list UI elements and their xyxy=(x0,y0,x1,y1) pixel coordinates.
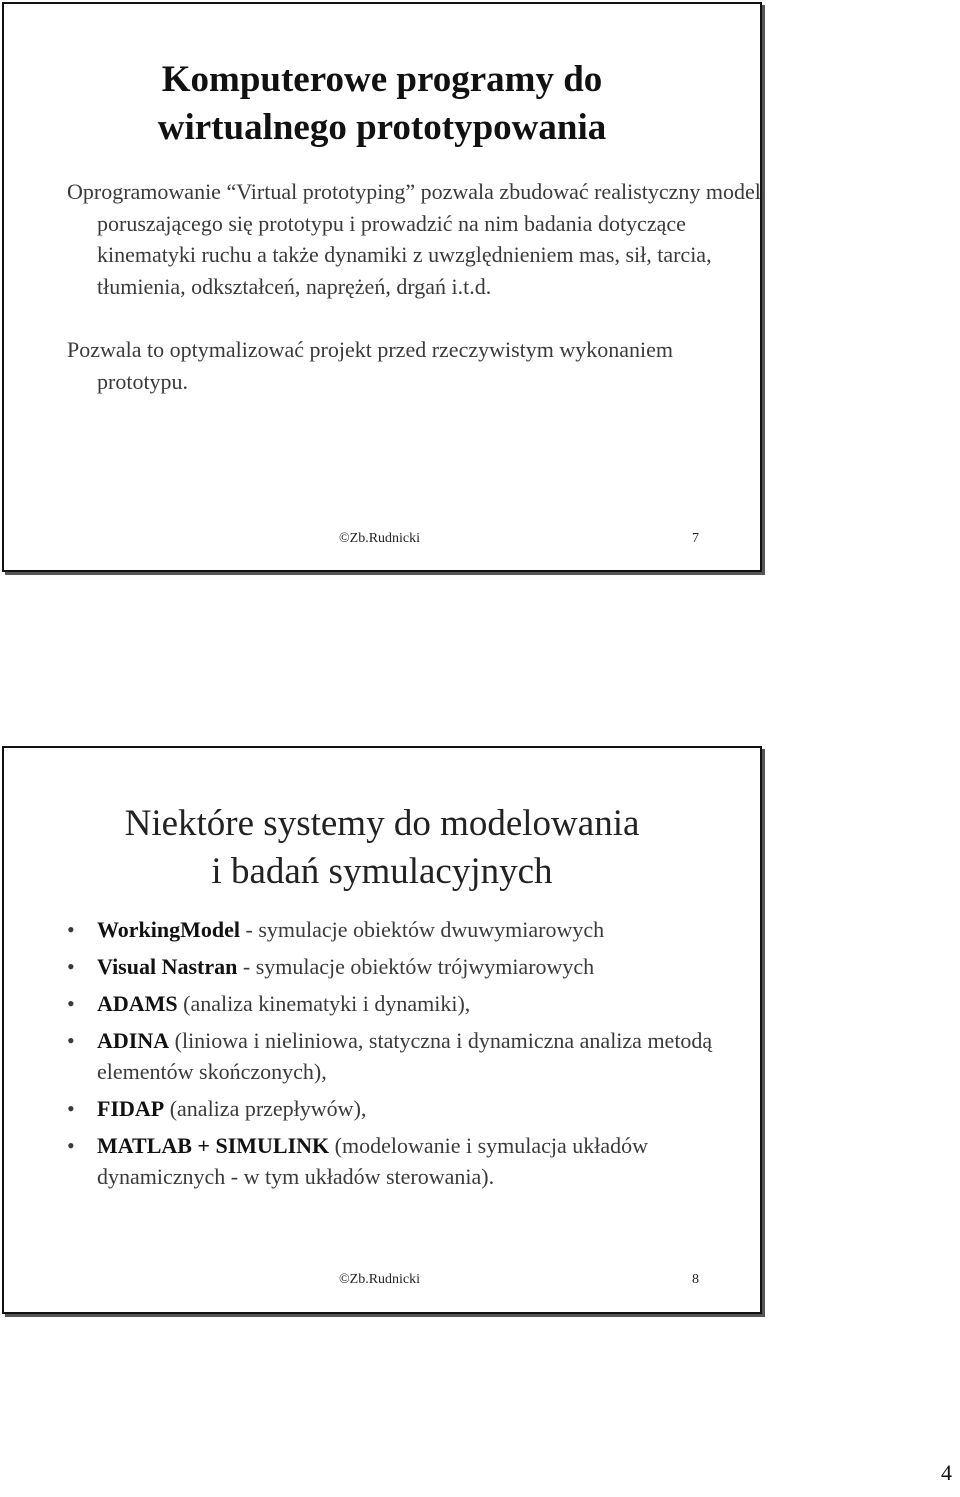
system-name: ADINA xyxy=(97,1028,170,1053)
slide-paragraph: Oprogramowanie “Virtual prototyping” pozwala zbudować realistyczny model poruszającego się prototypu i prowadzić na nim badania dotyczące kinematyki ruchu a także dynamiki z uwzględnieniem mas, sił, tarcia, tłumienia, odkształceń, naprężeń, drgań i.t.d. xyxy=(67,179,761,299)
system-description: (analiza przepływów), xyxy=(164,1096,367,1121)
slide-number: 8 xyxy=(692,1272,699,1287)
bullet-icon: • xyxy=(67,1028,75,1053)
list-item xyxy=(67,988,747,1019)
list-item xyxy=(67,1093,747,1124)
slide-8 xyxy=(2,746,762,1314)
slide-7 xyxy=(2,2,762,572)
system-description: - symulacje obiektów trójwymiarowych xyxy=(237,954,595,979)
list-item xyxy=(67,951,747,982)
slide-title-line: wirtualnego prototypowania xyxy=(157,107,607,148)
list-item xyxy=(67,1130,747,1192)
copyright-text: ©Zb.Rudnicki xyxy=(339,531,421,546)
system-name: ADAMS xyxy=(97,991,178,1016)
slide-number: 7 xyxy=(692,531,699,546)
slide-title xyxy=(4,800,760,896)
list-item xyxy=(67,914,747,945)
bullet-icon: • xyxy=(67,954,75,979)
bullet-icon: • xyxy=(67,1096,75,1121)
copyright-text: ©Zb.Rudnicki xyxy=(339,1272,421,1287)
slide-title-line: i badań symulacyjnych xyxy=(211,851,553,892)
system-description: - symulacje obiektów dwuwymiarowych xyxy=(240,917,605,942)
slide-paragraph: Pozwala to optymalizować projekt przed rzeczywistym wykonaniem prototypu. xyxy=(67,337,674,394)
bullet-icon: • xyxy=(67,1133,75,1158)
bullet-list xyxy=(67,914,747,1198)
slide-title-line: Komputerowe programy do xyxy=(161,59,603,100)
system-name: WorkingModel xyxy=(97,917,241,942)
list-item xyxy=(67,1025,747,1087)
system-description: (analiza kinematyki i dynamiki), xyxy=(177,991,471,1016)
system-name: Visual Nastran xyxy=(97,954,238,979)
slide-title xyxy=(4,56,760,152)
bullet-icon: • xyxy=(67,991,75,1016)
bullet-icon: • xyxy=(67,917,75,942)
system-description: (liniowa i nieliniowa, statyczna i dynamiczna analiza metodą elementów skończonych), xyxy=(97,1028,713,1084)
slide-title-line: Niektóre systemy do modelowania xyxy=(124,803,640,844)
system-name: FIDAP xyxy=(97,1096,165,1121)
system-name: MATLAB + SIMULINK xyxy=(97,1133,330,1158)
system-description: (modelowanie i symulacja układów dynamicznych - w tym układów sterowania). xyxy=(97,1133,649,1189)
page-number: 4 xyxy=(941,1460,952,1485)
